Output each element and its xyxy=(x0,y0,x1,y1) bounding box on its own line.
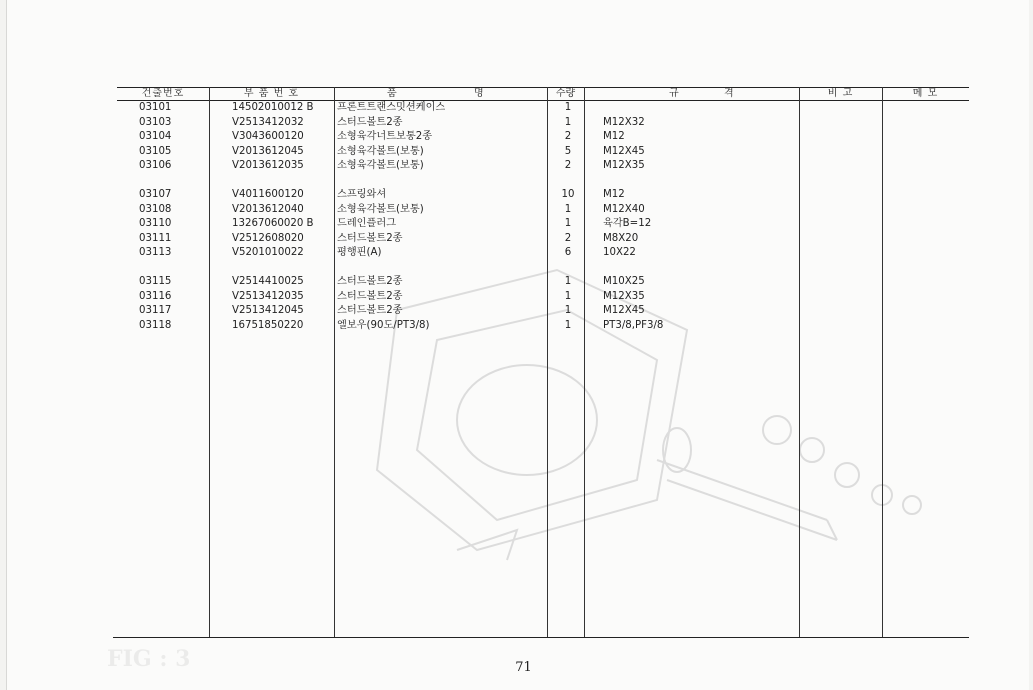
table-row xyxy=(117,203,969,217)
row-spec: M12X45 xyxy=(603,145,645,157)
row-spec: M8X20 xyxy=(603,232,639,244)
row-part-number: V2514410025 xyxy=(232,276,304,287)
row-quantity: 1 xyxy=(564,218,572,229)
header-code: 건출번호 xyxy=(141,88,185,99)
row-quantity: 10 xyxy=(561,189,575,200)
row-part-number: V2513412045 xyxy=(232,305,304,316)
row-spec: PT3/8,PF3/8 xyxy=(603,319,664,331)
row-part-number: V4011600120 xyxy=(232,189,304,200)
row-part-number: V2013612040 xyxy=(232,203,304,215)
row-code: 03101 xyxy=(139,102,172,113)
row-code: 03117 xyxy=(139,305,172,316)
row-spec: M12 xyxy=(603,189,625,200)
table-row xyxy=(117,246,969,260)
row-item-name: 소형육각너트보통2종 xyxy=(337,131,433,142)
row-part-number: 13267060020 B xyxy=(232,218,314,229)
table-row xyxy=(117,145,969,159)
row-item-name: 소형육각볼트(보통) xyxy=(337,160,424,171)
row-code: 03118 xyxy=(139,319,172,331)
table-row xyxy=(117,319,969,333)
row-item-name: 엘보우(90도/PT3/8) xyxy=(337,319,430,331)
row-code: 03105 xyxy=(139,145,172,157)
parts-table xyxy=(117,87,969,637)
row-quantity: 1 xyxy=(564,276,572,287)
header-spec xyxy=(584,87,799,101)
row-part-number: V2013612035 xyxy=(232,160,304,171)
row-quantity: 2 xyxy=(564,232,572,244)
header-spec-first: 규 xyxy=(669,88,680,99)
row-item-name: 스터드볼트2종 xyxy=(337,116,403,128)
row-code: 03103 xyxy=(139,116,172,128)
row-item-name: 스터드볼트2종 xyxy=(337,276,403,287)
row-quantity: 1 xyxy=(564,203,572,215)
row-code: 03111 xyxy=(139,232,172,244)
row-item-name: 소형육각볼트(보통) xyxy=(337,145,424,157)
row-part-number: V2513412032 xyxy=(232,116,304,128)
row-quantity: 1 xyxy=(564,102,572,113)
header-part-number: 부 품 번 호 xyxy=(243,88,300,99)
row-quantity: 2 xyxy=(564,131,572,142)
row-part-number: V3043600120 xyxy=(232,131,304,142)
row-item-name: 스터드볼트2종 xyxy=(337,290,403,302)
table-row xyxy=(117,304,969,318)
table-row xyxy=(117,130,969,144)
row-spec: M12 xyxy=(603,131,625,142)
row-quantity: 1 xyxy=(564,116,572,128)
row-spec: 육각B=12 xyxy=(603,218,652,229)
row-spec: M12X35 xyxy=(603,290,645,302)
row-spec: 10X22 xyxy=(603,247,636,258)
row-code: 03106 xyxy=(139,160,172,171)
row-quantity: 1 xyxy=(564,290,572,302)
table-row xyxy=(117,116,969,130)
row-item-name: 소형육각볼트(보통) xyxy=(337,203,424,215)
header-spec-second: 격 xyxy=(724,88,735,99)
row-code: 03108 xyxy=(139,203,172,215)
row-spec: M10X25 xyxy=(603,276,645,287)
row-part-number: V2513412035 xyxy=(232,290,304,302)
row-spec: M12X45 xyxy=(603,305,645,316)
header-item-name-second: 명 xyxy=(474,88,485,99)
row-part-number: V2013612045 xyxy=(232,145,304,157)
table-row xyxy=(117,159,969,173)
row-code: 03110 xyxy=(139,218,172,229)
faint-caption-bleed: FIG : 3 xyxy=(107,646,191,672)
row-item-name: 스터드볼트2종 xyxy=(337,305,403,316)
header-quantity: 수량 xyxy=(555,88,576,99)
table-row xyxy=(117,101,969,115)
row-spec: M12X35 xyxy=(603,160,645,171)
row-part-number: V5201010022 xyxy=(232,247,304,258)
row-code: 03113 xyxy=(139,247,172,258)
header-memo: 메 모 xyxy=(912,88,939,99)
row-quantity: 1 xyxy=(564,305,572,316)
row-code: 03104 xyxy=(139,131,172,142)
header-item-name xyxy=(334,87,547,101)
table-row xyxy=(117,217,969,231)
row-code: 03116 xyxy=(139,290,172,302)
row-item-name: 프론트트랜스밋션케이스 xyxy=(337,102,446,113)
row-spec: M12X32 xyxy=(603,116,645,128)
row-part-number: 16751850220 xyxy=(232,319,304,331)
row-quantity: 5 xyxy=(564,145,572,157)
header-remark: 비 고 xyxy=(827,88,854,99)
row-code: 03115 xyxy=(139,276,172,287)
catalog-page xyxy=(6,0,1029,690)
row-item-name: 스프링와셔 xyxy=(337,189,387,200)
table-row xyxy=(117,232,969,246)
table-row xyxy=(117,275,969,289)
row-quantity: 6 xyxy=(564,247,572,258)
table-row xyxy=(117,290,969,304)
row-item-name: 스터드볼트2종 xyxy=(337,232,403,244)
header-item-name-first: 품 xyxy=(387,88,398,99)
row-code: 03107 xyxy=(139,189,172,200)
row-quantity: 2 xyxy=(564,160,572,171)
row-item-name: 평행핀(A) xyxy=(337,247,382,258)
row-spec: M12X40 xyxy=(603,203,645,215)
row-quantity: 1 xyxy=(564,319,572,331)
row-part-number: V2512608020 xyxy=(232,232,304,244)
page-number: 71 xyxy=(515,660,532,675)
row-item-name: 드레인플러그 xyxy=(337,218,397,229)
table-row xyxy=(117,188,969,202)
row-part-number: 14502010012 B xyxy=(232,102,314,113)
